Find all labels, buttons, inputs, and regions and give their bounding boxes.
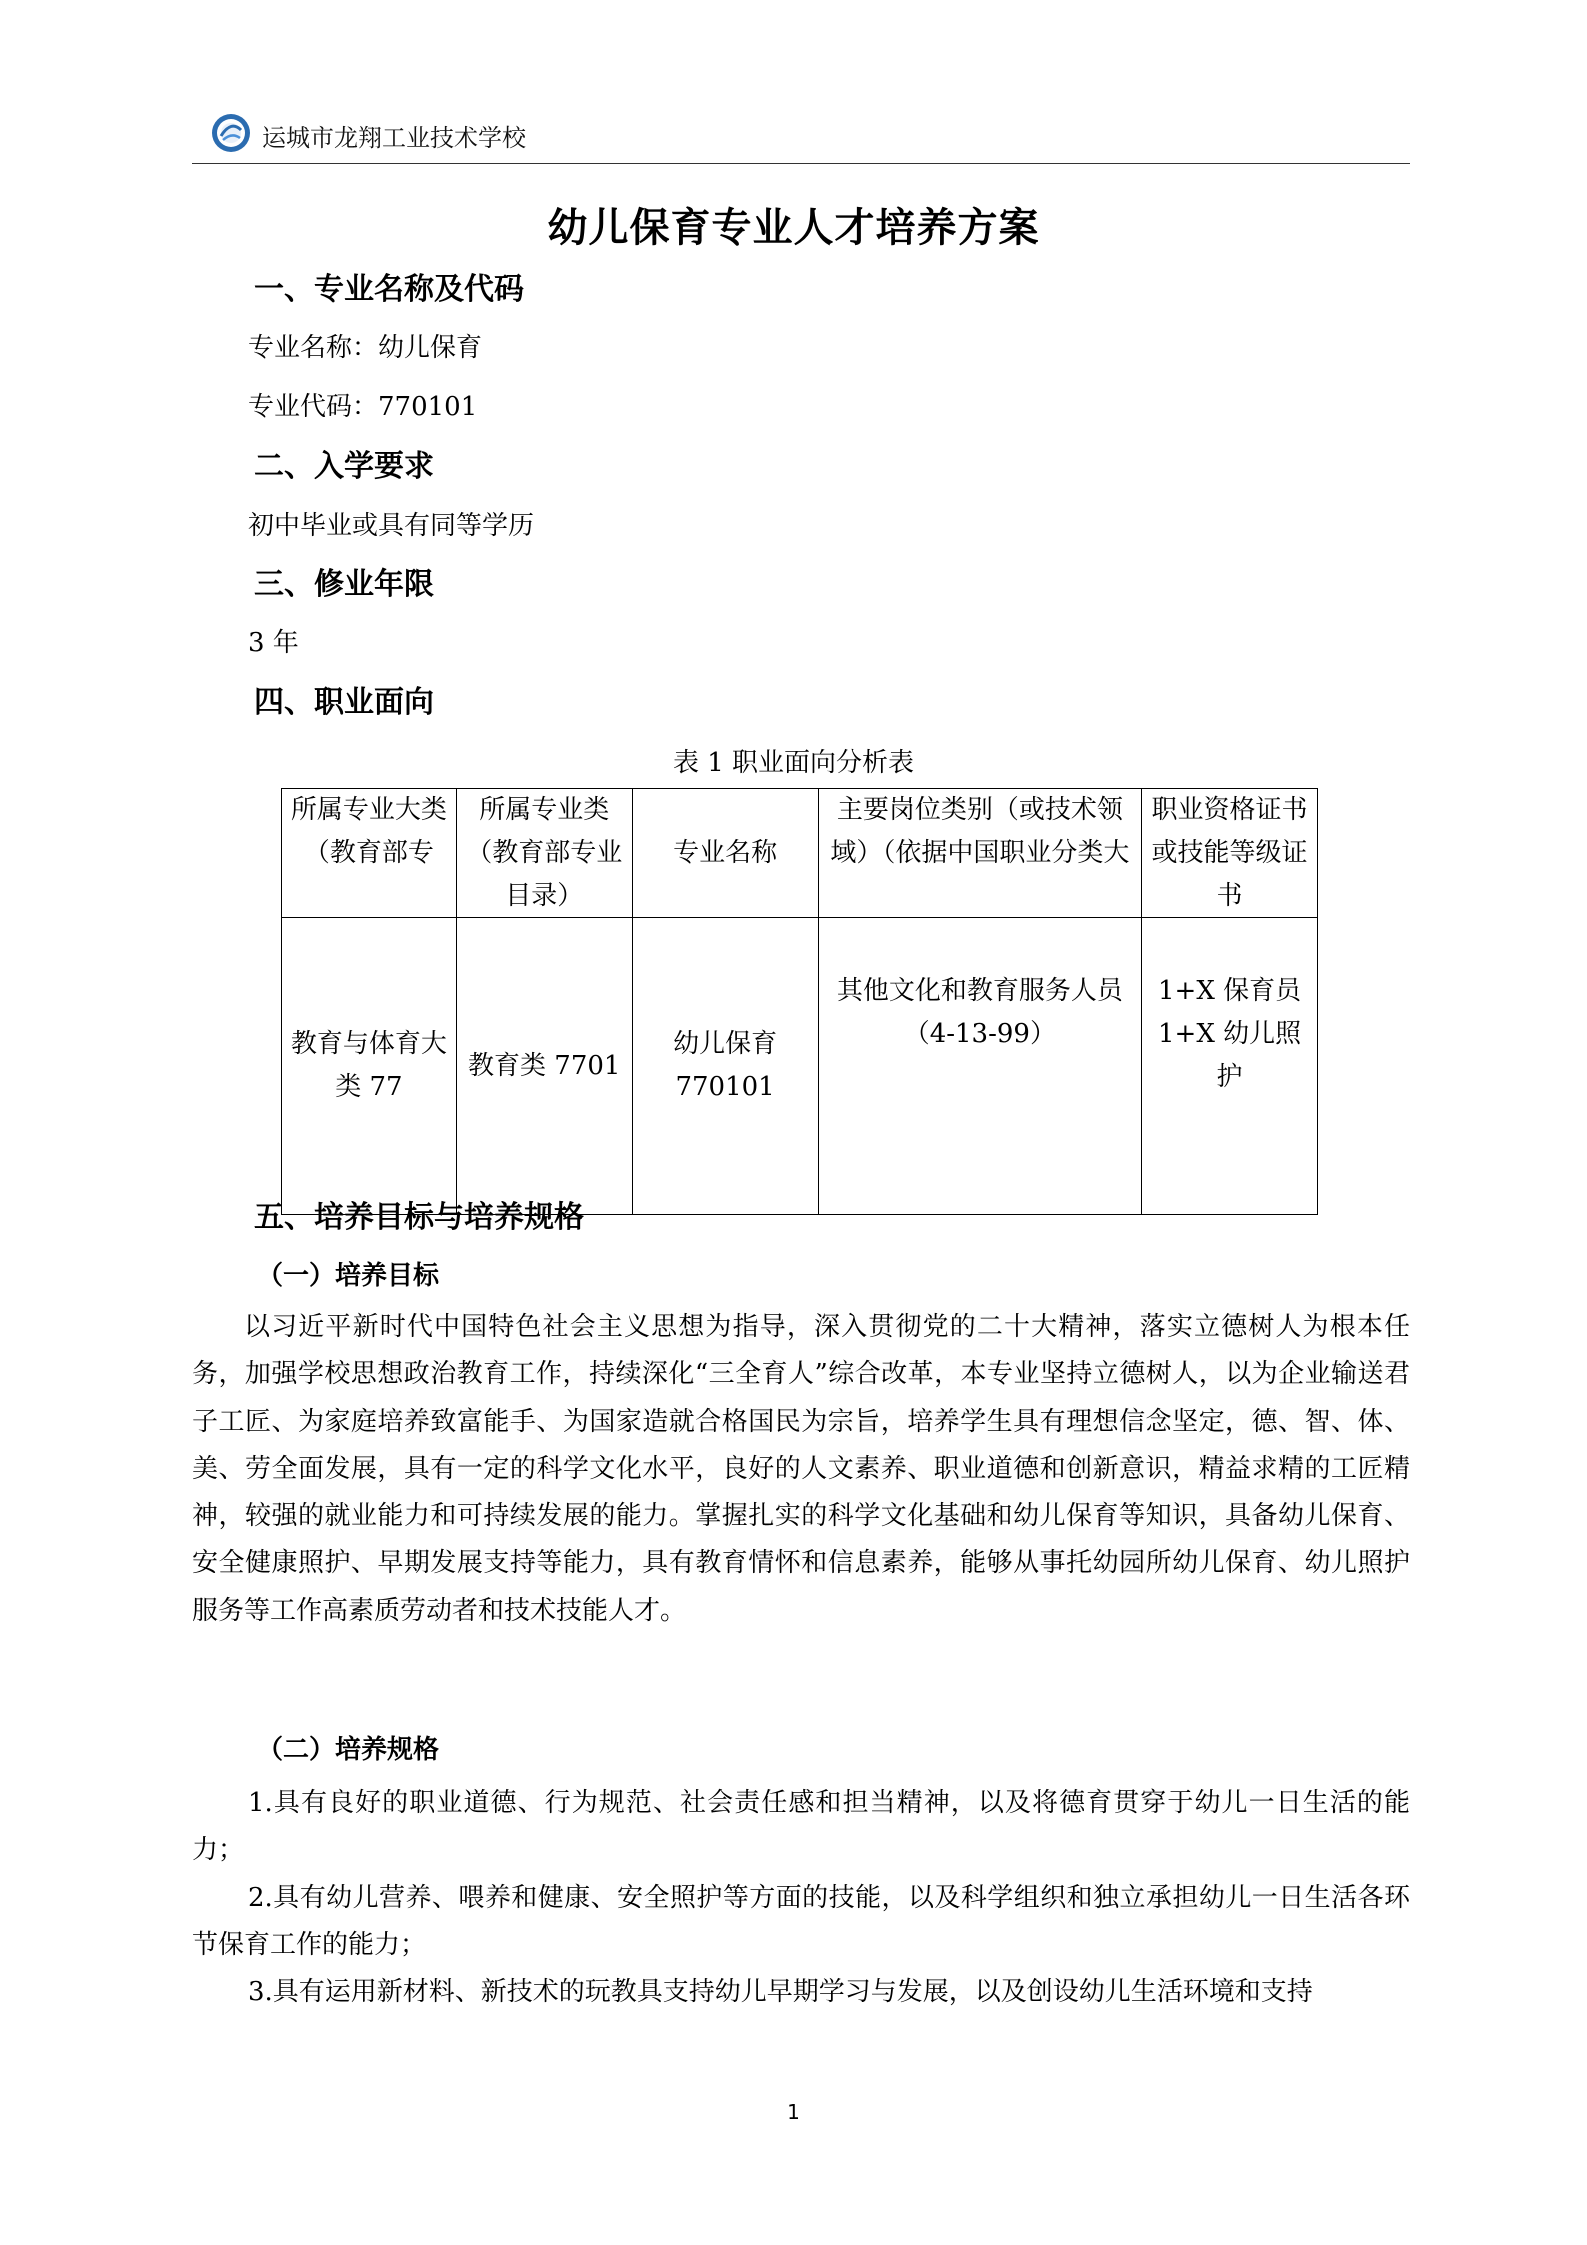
section3-heading: 三、修业年限 [254, 567, 434, 602]
page-header [192, 108, 1410, 164]
table-cell: 教育与体育大类 77 [282, 918, 457, 1215]
table-cell: 1+X 保育员 1+X 幼儿照护 [1142, 918, 1318, 1215]
section5-heading: 五、培养目标与培养规格 [254, 1200, 584, 1235]
admission-requirement: 初中毕业或具有同等学历 [248, 511, 535, 541]
table-header-cell: 职业资格证书或技能等级证书 [1142, 789, 1318, 918]
training-spec-heading: （二）培养规格 [257, 1735, 440, 1765]
list-item: 1.具有良好的职业道德、行为规范、社会责任感和担当精神，以及将德育贯穿于幼儿一日生活的能力； [192, 1788, 1410, 1866]
table-header-cell: 专业名称 [632, 789, 818, 918]
school-logo-icon [210, 112, 252, 154]
list-item: 3.具有运用新材料、新技术的玩教具支持幼儿早期学习与发展，以及创设幼儿生活环境和支持 [248, 1977, 1313, 2008]
major-code-line: 专业代码：770101 [248, 392, 478, 422]
table-cell: 幼儿保育 770101 [632, 918, 818, 1215]
career-analysis-table [281, 788, 1318, 1215]
table-header-row [282, 789, 1318, 918]
training-spec-list [192, 1780, 1410, 2016]
section4-heading: 四、职业面向 [254, 685, 434, 720]
table-caption: 表 1 职业面向分析表 [672, 748, 915, 778]
table-header-cell: 所属专业大类（教育部专 [282, 789, 457, 918]
page-title: 幼儿保育专业人才培养方案 [547, 205, 1040, 251]
training-goal-heading: （一）培养目标 [257, 1261, 440, 1291]
school-name: 运城市龙翔工业技术学校 [262, 124, 526, 152]
section1-heading: 一、专业名称及代码 [254, 272, 524, 307]
table-header-cell: 主要岗位类别（或技术领域）（依据中国职业分类大 [818, 789, 1142, 918]
study-duration: 3 年 [248, 628, 299, 658]
table-header-cell: 所属专业类（教育部专业目录） [456, 789, 632, 918]
training-goal-paragraph: 以习近平新时代中国特色社会主义思想为指导，深入贯彻党的二十大精神，落实立德树人为根本任务，加强学校思想政治教育工作，持续深化“三全育人”综合改革，本专业坚持立德树人，以为企业输送君子工匠、为家庭培养致富能手、为国家造就合格国民为宗旨，培养学生具有理想信念坚定，德、智、体、美、劳全面发展，具有一定的科学文化水平，良好的人文素养、职业道德和创新意识，精益求精的工匠精神，较强的就业能力和可持续发展的能力。掌握扎实的科学文化基础和幼儿保育等知识，具备幼儿保育、安全健康照护、早期发展支持等能力，具有教育情怀和信息素养，能够从事托幼园所幼儿保育、幼儿照护服务等工作高素质劳动者和技术技能人才。 [192, 1312, 1410, 1626]
list-item: 2.具有幼儿营养、喂养和健康、安全照护等方面的技能，以及科学组织和独立承担幼儿一日生活各环节保育工作的能力； [192, 1882, 1410, 1960]
page-number: 1 [787, 2100, 800, 2124]
section2-heading: 二、入学要求 [254, 449, 434, 484]
table-row [282, 918, 1318, 1215]
table-cell: 其他文化和教育服务人员（4-13-99） [818, 918, 1142, 1215]
major-name-line: 专业名称：幼儿保育 [248, 333, 483, 363]
table-cell: 教育类 7701 [456, 918, 632, 1215]
